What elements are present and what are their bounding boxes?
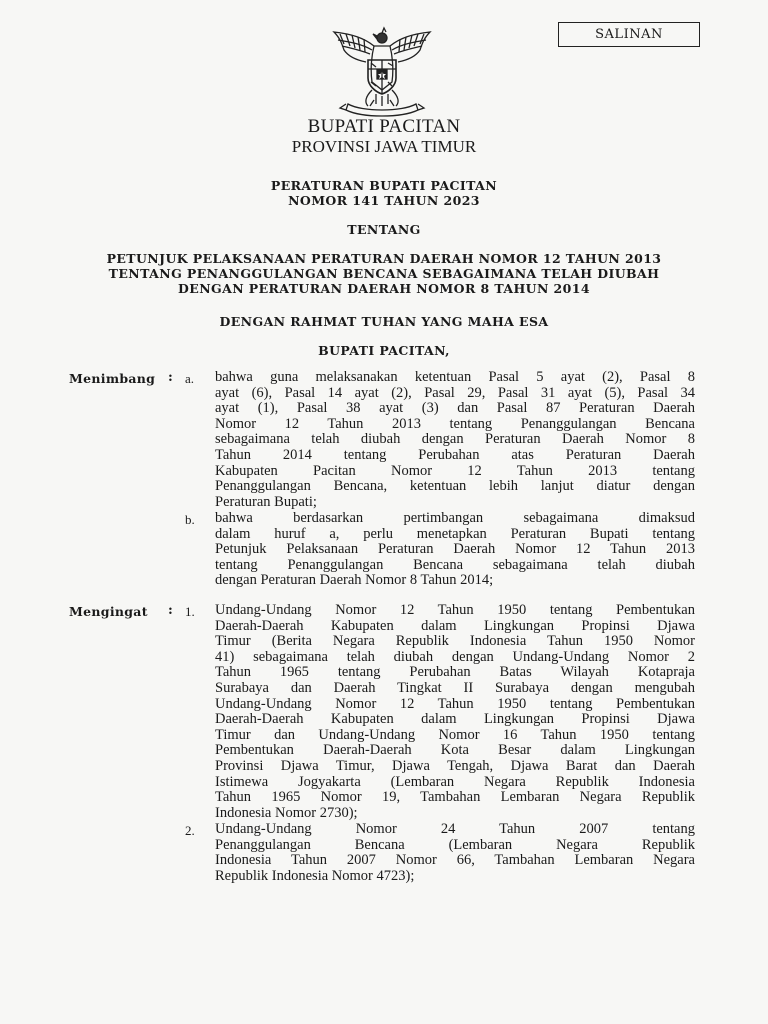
- text-line: bahwa guna melaksanakan ketentuan Pasal 5 ayat (2), Pasal 8: [215, 369, 695, 385]
- mengingat-item-2-num: 2.: [185, 823, 195, 838]
- blessing-line: DENGAN RAHMAT TUHAN YANG MAHA ESA: [219, 314, 549, 329]
- text-line: Nomor 12 Tahun 2013 tentang Penanggulangan Bencana: [215, 415, 695, 432]
- menimbang-item-a-text: [215, 370, 695, 510]
- text-line: Kabupaten Pacitan Nomor 12 Tahun 2013 tentang: [215, 462, 695, 479]
- text-line: Tahun 2014 tentang Perubahan atas Peraturan Daerah: [215, 446, 695, 463]
- mengingat-label: Mengingat: [69, 604, 148, 619]
- text-line: Undang-Undang Nomor 24 Tahun 2007 tentang: [215, 821, 695, 837]
- text-line: dalam huruf a, perlu menetapkan Peraturan Bupati tentang: [215, 525, 695, 542]
- text-line: Tahun 1965 Nomor 19, Tambahan Lembaran Negara Republik: [215, 789, 695, 806]
- text-line: ayat (6), Pasal 14 ayat (2), Pasal 29, Pasal 31 ayat (5), Pasal 34: [215, 384, 695, 401]
- header-line-2: PROVINSI JAWA TIMUR: [291, 137, 477, 156]
- text-line: Undang-Undang Nomor 12 Tahun 1950 tentang Pembentukan: [215, 695, 695, 712]
- text-line: Indonesia Tahun 2007 Nomor 66, Tambahan Lembaran Negara: [215, 852, 695, 869]
- menimbang-colon: :: [168, 370, 173, 385]
- text-line: Provinsi Djawa Timur, Djawa Tengah, Djawa Barat dan Daerah: [215, 757, 695, 774]
- text-line: Petunjuk Pelaksanaan Peraturan Daerah Nomor 12 Tahun 2013: [215, 541, 695, 558]
- text-line: Istimewa Jogyakarta (Lembaran Negara Republik Indonesia: [215, 773, 695, 790]
- text-line: Daerah-Daerah Kabupaten dalam Lingkungan Propinsi Djawa: [215, 617, 695, 634]
- text-line: dengan Peraturan Daerah Nomor 8 Tahun 2014;: [215, 572, 494, 589]
- mengingat-item-1-text: [215, 603, 695, 821]
- menimbang-label: Menimbang: [69, 371, 156, 386]
- text-line: Timur dan Undang-Undang Nomor 16 Tahun 1950 tentang: [215, 726, 695, 743]
- regulation-subject-2: TENTANG PENANGGULANGAN BENCANA SEBAGAIMANA TELAH DIUBAH: [108, 266, 660, 281]
- text-line: Surabaya dan Daerah Tingkat II Surabaya dengan mengubah: [215, 679, 695, 696]
- text-line: 41) sebagaimana telah diubah dengan Undang-Undang Nomor 2: [215, 648, 695, 665]
- garuda-emblem-icon: [326, 24, 438, 118]
- issuer-line: BUPATI PACITAN,: [318, 343, 450, 358]
- text-line: Penanggulangan Bencana, ketentuan lebih lanjut diatur dengan: [215, 478, 695, 495]
- text-line: Timur (Berita Negara Republik Indonesia Tahun 1950 Nomor: [215, 633, 695, 650]
- text-line: Pembentukan Daerah-Daerah Kota Besar dalam Lingkungan: [215, 742, 695, 759]
- mengingat-colon: :: [168, 603, 173, 618]
- text-line: bahwa berdasarkan pertimbangan sebagaimana dimaksud: [215, 510, 695, 526]
- salinan-stamp: SALINAN: [558, 22, 700, 47]
- menimbang-item-a-num: a.: [185, 371, 195, 386]
- text-line: Undang-Undang Nomor 12 Tahun 1950 tentang Pembentukan: [215, 602, 695, 618]
- text-line: Penanggulangan Bencana (Lembaran Negara Republik: [215, 836, 695, 853]
- regulation-subject-1: PETUNJUK PELAKSANAAN PERATURAN DAERAH NOMOR 12 TAHUN 2013: [106, 251, 662, 266]
- regulation-title-2: NOMOR 141 TAHUN 2023: [288, 193, 480, 208]
- text-line: ayat (1), Pasal 38 ayat (3) dan Pasal 87 Peraturan Daerah: [215, 400, 695, 417]
- regulation-about: TENTANG: [347, 222, 421, 237]
- regulation-title-1: PERATURAN BUPATI PACITAN: [270, 178, 498, 193]
- text-line: sebagaimana telah diubah dengan Peraturan Daerah Nomor 8: [215, 431, 695, 448]
- regulation-subject-3: DENGAN PERATURAN DAERAH NOMOR 8 TAHUN 2014: [178, 281, 590, 296]
- text-line: tentang Penanggulangan Bencana sebagaimana telah diubah: [215, 556, 695, 573]
- header-line-1: BUPATI PACITAN: [307, 116, 461, 137]
- menimbang-item-b-text: [215, 511, 695, 589]
- text-line: Daerah-Daerah Kabupaten dalam Lingkungan Propinsi Djawa: [215, 711, 695, 728]
- mengingat-item-2-text: [215, 822, 695, 884]
- mengingat-item-1-num: 1.: [185, 604, 195, 619]
- text-line: Peraturan Bupati;: [215, 493, 317, 510]
- menimbang-item-b-num: b.: [185, 512, 195, 527]
- text-line: Republik Indonesia Nomor 4723);: [215, 867, 415, 884]
- text-line: Indonesia Nomor 2730);: [215, 804, 358, 821]
- text-line: Tahun 1965 tentang Perubahan Batas Wilayah Kotapraja: [215, 664, 695, 681]
